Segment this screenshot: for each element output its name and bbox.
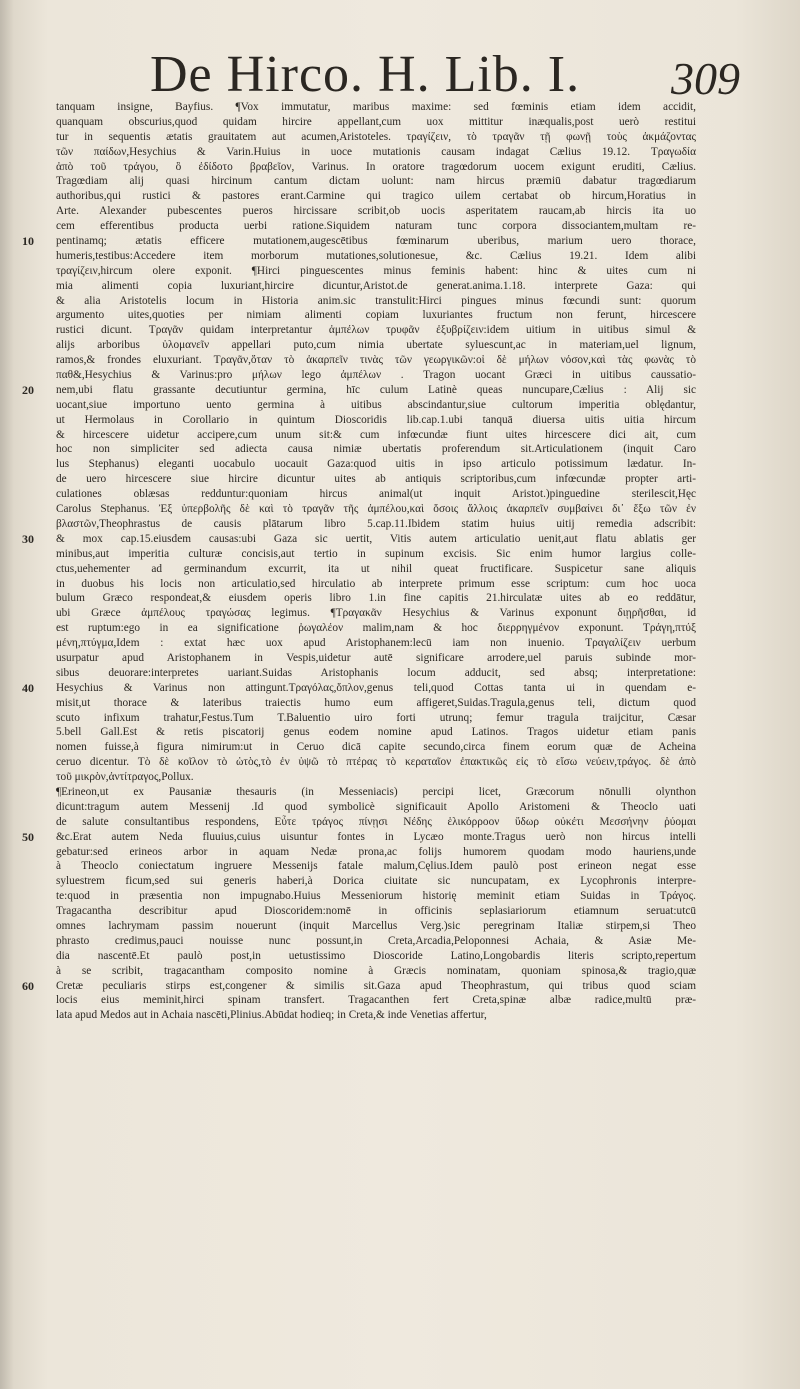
text-line: dia nascentē.Et paulò post,in uetustissimo Dioscoride Latino,Longobardis literis scripto,repertum xyxy=(56,949,696,962)
text-line: Cretæ peculiaris stirps est,congener & similis sit.Gaza apud Theophrastum, qui tribus quod sciam xyxy=(56,979,696,992)
text-line: à se scribit, tragacantham composito nomine à Græcis nominatam, quoniam spinosa,& tragio,quæ xyxy=(56,964,696,977)
text-line: & mox cap.15.eiusdem causas:ubi Gaza sic uertit, Vitis autem articulatio uenit,aut flatu ablatis ger xyxy=(56,532,696,545)
text-line: locis eius meminit,hirci spinam transfert. Tragacanthen fert Creta,spinæ albæ radice,multū præ- xyxy=(56,994,696,1007)
text-line: βλαστῶν,Theophrastus de causis plātarum libro 5.cap.11.Ibidem statim huius uitij remedia adscribit: xyxy=(56,517,696,530)
text-line: culationes oblæsas redduntur:quoniam hircus animal(ut inquit Aristot.)pinguedine sterilescit,Hęc xyxy=(56,488,696,501)
text-line: cem efferentibus producta uerbi ratione.Siquidem naturam tunc corpora dissociantem,multam re- xyxy=(56,220,696,233)
text-line: lata apud Medos aut in Achaia nascēti,Plinius.Abūdat hodieq; in Creta,& inde Venetias affertur, xyxy=(56,1009,487,1022)
text-line: alijs arboribus ὑλομανεῖν appellari puto,cum nimia ubertate syluescunt,ac in materiam,uel lignum, xyxy=(56,339,696,352)
text-line: gebatur:sed erineos arbor in aquam Nedæ prona,ac folijs humorem quodam modo hauriens,unde xyxy=(56,845,696,858)
text-line: τῶν παίδων,Hesychius & Varin.Huius in uoce mutationis causam indagat Cælius 19.12. Τραγωδία xyxy=(56,145,696,158)
text-line: misit,ut thorace & lateribus traiectis humo eum affigeret,Suidas.Tragula,genus teli, dictum quod xyxy=(56,696,696,709)
text-line: ctus,uehementer ad germinandum excurrit, ita ut nihil queat fructificare. Suspicetur sane aliquis xyxy=(56,562,696,575)
binding-shadow xyxy=(0,0,14,1389)
text-line: sibus deuorare:interpretes uariant.Suidas Aristophanis locum adducit, sed absq; interpretatione: xyxy=(56,666,696,679)
text-line: uocant,siue importuno uento germina à uitibus abscindantur,siue cultorum imperitia oblędantur, xyxy=(56,398,696,411)
text-line: syluestrem ficum,sed sui generis haberi,à Dorica ciuitate sic nuncupatam, ex Lycophronis interpre- xyxy=(56,875,696,888)
text-line: dicunt:tragum autem Messenij .Id quod symbolicè significauit Apollo Aristomeni & Theoclo uati xyxy=(56,800,696,813)
text-line: bulum Græco respondeat,& eiusdem operis libro 1.in fine capitis 21.hirculatæ uites ab eo reddātur, xyxy=(56,592,696,605)
text-line: de salute consultantibus respondens, Εὖτε τράγος πίνῃσι Νέδης ἑλικόρροον ὕδωρ οὐκέτι Μεσσήνην ῥύομαι xyxy=(56,815,696,828)
text-line: à Theoclo coniectatum ingruere Messenijs fatale malum,Cęlius.Idem paulò post erineon negat esse xyxy=(56,860,696,873)
text-line: & alia Aristotelis locum in Historia anim.sic transtulit:Hirci pingues minus fœcundi sunt: quorum xyxy=(56,294,696,307)
text-line: phrasto credimus,pauci nouisse nunc possunt,in Creta,Arcadia,Peloponnesi Achaia, & Asiæ Me- xyxy=(56,934,696,947)
text-line: ἀπὸ τοῦ τράγου, ὃ ἐδίδοτο βραβεῖον, Varinus. In oratore tragœdorum uocem exigunt eruditi, Cælius. xyxy=(56,160,696,173)
text-line: pentinamq; ætatis efficere mutationem,augescētibus fœminarum uberibus, marium uero thorace, xyxy=(56,235,696,248)
body-text xyxy=(56,100,696,1023)
text-line: est ruptum:ego in ea significatione ῥωγαλέον malim,nam & hoc διερρηγμένον exponunt. Τράγη,πτύξ xyxy=(56,622,696,635)
text-line: 5.bell Gall.Est & retis piscatorij genus eodem nomine apud Latinos. Tragos uidetur etiam panis xyxy=(56,726,696,739)
text-line: ceruo dicentur. Τὸ δὲ κοῖλον τὸ ὠτὸς,τὸ ἐν ὑψῶ τὸ πτέρας τὸ κεραταῖον ἐπακτικῶς εἰς τὸ εἴσω νεύειν,τράγος. δὲ ἀπὸ xyxy=(56,756,696,769)
margin-line-number: 60 xyxy=(22,979,34,994)
text-line: παθ&,Hesychius & Varinus:pro μήλων lego ἀμπέλων . Tragon uocant Græci in uitibus caussatio- xyxy=(56,369,696,382)
text-line: usurpatur apud Aristophanem in Vespis,uidetur autē significare arrodere,uel paruis subinde mor- xyxy=(56,651,696,664)
margin-line-numbers xyxy=(22,100,52,1300)
text-line: nomen fuisse,à figura nimirum:ut in Ceruo dicā capite secundo,circa finem eorum quæ de Acheina xyxy=(56,741,696,754)
text-line: de uero hircescere siue hircire dicuntur uites ab antiquis scriptoribus,cum infœcundæ propter arti- xyxy=(56,473,696,486)
text-line: rustici dicunt. Τραγᾶν quidam interpretantur ἀμπέλων τρυφᾶν ἐξυβρίζειν:idem uitium in uitibus simul & xyxy=(56,324,696,337)
text-line: ramos,& frondes eluxuriant. Τραγᾶν,ὅταν τὸ ἀκαρπεῖν τινὰς τῶν γεωργικῶν:οἱ δὲ μήλων νόσον,καὶ τὰς φωνὰς τὸ xyxy=(56,354,696,367)
margin-line-number: 40 xyxy=(22,681,34,696)
text-line: Arte. Alexander pubescentes pueros hircissare scribit,ob uocis asperitatem raucam,ab hircis ita uo xyxy=(56,205,696,218)
text-line: tanquam insigne, Bayfius. ¶Vox immutatur, maribus maxime: sed fœminis etiam idem accidit, xyxy=(56,101,696,113)
margin-line-number: 20 xyxy=(22,383,34,398)
text-line: humeris,testibus:Accedere item morborum mutationes,solutionesue, &c. Cælius 19.21. Idem alibi xyxy=(56,249,696,262)
margin-line-number: 50 xyxy=(22,830,34,845)
text-line: omnes lachrymam passim nouerunt (inquit Marcellus Verg.)sic peregrinam Italiæ stirpem,si Theo xyxy=(56,919,696,932)
text-line: minibus,aut imperitia culturæ concisis,aut tertio in supinum excisis. Sic enim humor largius colle- xyxy=(56,547,696,560)
text-line: Tragacantha describitur apud Dioscoridem:nomē in officinis seplasiariorum etiamnum seruat:utcū xyxy=(56,905,696,918)
margin-line-number: 30 xyxy=(22,532,34,547)
text-line: Tragœdiam alij quasi hircinum cantum dictam uolunt: nam hircus præmiū dabatur tragœdiarum xyxy=(56,175,696,188)
text-line: lus Stephanus) eleganti uocabulo uocauit Gaza:quod uitis in ipso articulo potissimum lædatur. In- xyxy=(56,458,696,471)
text-line: μένη,πτύγμα,Idem : extat hæc uox apud Aristophanem:lecū iam non inuenio. Τραγαλίζειν uerbum xyxy=(56,637,696,650)
text-line: ut Hermolaus in Corollario in quintum Dioscoridis lib.cap.1.ubi tanquā diuersa uitis uitia hircum xyxy=(56,413,696,426)
text-line: te:quod in præsentia non impugnabo.Huius Messeniorum historię meminit etiam Suidas in Τράγος. xyxy=(56,890,696,903)
text-line: mia alimenti copia luxuriant,hircire dicuntur,Aristot.de generat.anima.1.18. interprete Gaza: qui xyxy=(56,279,696,292)
margin-line-number: 10 xyxy=(22,234,34,249)
text-line: quanquam obscurius,quod quidam hircire appellant,cum uox mittitur inæqualis,post uerò restitui xyxy=(56,115,696,128)
text-line: in duobus his locis non articulatio,sed hirculatio ab interprete primum esse scriptum: cum hoc uoca xyxy=(56,577,696,590)
text-line: scuto infixum trahatur,Festus.Tum T.Baluentio uiro forti utrunq; femur tragula traijcitur, Cæsar xyxy=(56,711,696,724)
text-line: ubi Græce ἀμπέλους τραγώσας legimus. ¶Τραγακᾶν Hesychius & Varinus exponunt διῃρῆσθαι, id xyxy=(56,607,696,620)
page-number: 309 xyxy=(671,53,740,104)
running-title: De Hirco. H. Lib. I. xyxy=(150,46,581,103)
text-line: hoc non simpliciter sed adiecta causa nimiæ ubertatis proferendum sit.Articulationem (inquit Caro xyxy=(56,443,696,456)
text-line: τοῦ μικρὸν,ἀντίτραγος,Pollux. xyxy=(56,771,194,784)
text-line: Hesychius & Varinus non attingunt.Τραγόλας,ὅπλον,genus teli,quod Cottas tanta ui in quendam e- xyxy=(56,681,696,694)
text-line: τραγίζειν,hircum olere exponit. ¶Hirci pinguescentes minus feminis habent: hinc & uites cum ni xyxy=(56,264,696,277)
text-line: & hircescere uidetur accipere,cum unum sit:& cum infœcundæ fiunt uites hircescere dici ait, cum xyxy=(56,428,696,441)
text-line: argumento uites,quoties per nimiam alimenti copiam luxuriantes fructum non ferunt, hircescere xyxy=(56,309,696,322)
text-line: Carolus Stephanus. Ἐξ ὑπερβολῆς δὲ καὶ τὸ τραγᾶν τῆς ἀμπέλου,καὶ ὅσοις ἄλλοις ἀκαρπεῖν συμβαίνει δι᾽ ἔξω τῶν ἐν xyxy=(56,503,696,516)
text-line: tur in sequentis ætatis grauitatem aut acumen,Aristoteles. τραγίζειν, τὸ τραγᾶν τῇ φωνῇ τοὺς ἀκμάζοντας xyxy=(56,130,696,143)
text-line: nem,ubi flatu grassante decutiuntur germina, hīc culum Latinè queas nuncupare,Cælius : Alij sic xyxy=(56,383,696,396)
text-line: ¶Erineon,ut ex Pausaniæ thesauris (in Messeniacis) percipi licet, Græcorum nōnulli olynthon xyxy=(56,785,696,798)
text-line: &c.Erat autem Neda fluuius,cuius uisuntur fontes in Lycæo monte.Tragus uerò non hircus intelli xyxy=(56,830,696,843)
text-line: authoribus,qui rustici & pastores erant.Carmine qui tragico uilem certabat ob hircum,Horatius in xyxy=(56,190,696,203)
